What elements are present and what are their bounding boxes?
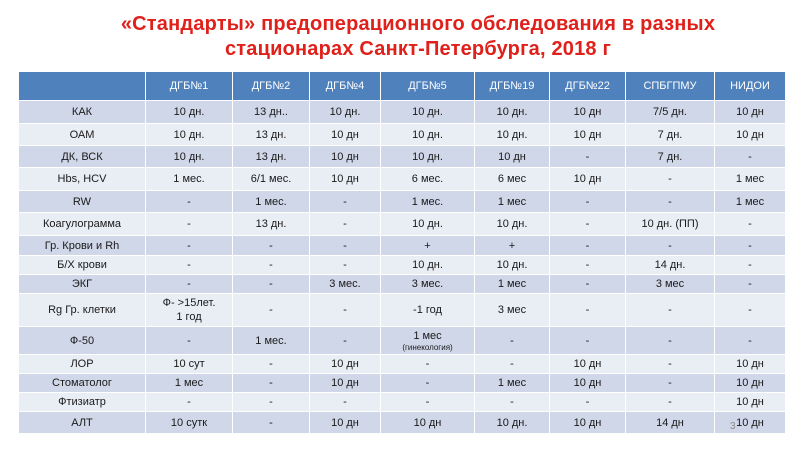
table-cell: 10 дн. [475,412,550,434]
cell-value: Ф- >15лет. [162,297,216,309]
table-row [19,236,786,256]
table-cell: 6 мес [475,168,550,191]
table-cell: 1 мес [715,191,786,213]
table-cell: 10 дн [310,168,381,191]
column-header [19,72,146,101]
table-cell: - [310,213,381,236]
table-cell: -1 год [381,294,475,327]
table-cell: 10 дн [550,412,626,434]
table-cell: - [233,355,310,374]
column-header: НИДОИ [715,72,786,101]
table-cell: - [146,275,233,294]
table-cell: - [626,168,715,191]
cell-value-line2: 1 год [176,311,202,323]
table-cell: 1 мес. [233,327,310,355]
table-cell: 10 дн [310,146,381,168]
table-cell: - [715,146,786,168]
slide-title [0,12,800,62]
table-row [19,256,786,275]
table-row [19,213,786,236]
table-cell: - [715,275,786,294]
table-cell: - [550,294,626,327]
table-cell [381,327,475,355]
table-cell: 13 дн.. [233,101,310,124]
cell-value: 1 мес [413,329,442,342]
table-cell: 3 мес. [381,275,475,294]
table-cell: - [626,191,715,213]
table-cell: - [310,393,381,412]
table-cell: 10 дн. [310,101,381,124]
table-cell: - [146,191,233,213]
table-cell: 10 дн. [475,101,550,124]
table-cell: - [310,256,381,275]
table-body [19,101,786,434]
table-cell: 6/1 мес. [233,168,310,191]
table-cell: - [146,256,233,275]
column-header: ДГБ№4 [310,72,381,101]
column-header: СПБГПМУ [626,72,715,101]
slide-title-line1: «Стандарты» предоперационного обследования в разных [120,13,716,35]
table-cell: - [715,294,786,327]
table-cell: 10 дн [715,101,786,124]
table-row [19,393,786,412]
table-cell: - [233,275,310,294]
table-cell: - [550,393,626,412]
table-cell: 7 дн. [626,124,715,146]
table-cell: 3 мес [626,275,715,294]
table-cell: 10 сут [146,355,233,374]
table-cell: - [626,236,715,256]
table-cell: - [310,327,381,355]
table-cell: - [146,236,233,256]
table-cell: 10 дн. [146,146,233,168]
table-cell: 1 мес [146,374,233,393]
table-cell: 10 дн. [146,101,233,124]
table-cell: 10 дн [550,101,626,124]
table-cell: - [626,374,715,393]
table-cell: - [550,275,626,294]
row-label: КАК [19,101,146,124]
table-cell: - [233,236,310,256]
table-cell: 10 дн [550,124,626,146]
table-cell: 1 мес [715,168,786,191]
table-row [19,101,786,124]
column-header: ДГБ№22 [550,72,626,101]
table-cell: 10 дн. [381,213,475,236]
table-cell: 10 дн [550,168,626,191]
row-label: Коагулограмма [19,213,146,236]
table-header-row [19,72,786,101]
table-cell: - [233,294,310,327]
table-cell: - [381,374,475,393]
table-cell: - [626,327,715,355]
table-cell: 10 дн. [475,256,550,275]
table-cell: 10 дн [310,355,381,374]
table-cell: 1 мес. [233,191,310,213]
table-cell: - [146,213,233,236]
table-cell: 1 мес [475,374,550,393]
table-cell: 13 дн. [233,124,310,146]
table-cell: 10 дн. [381,256,475,275]
column-header: ДГБ№5 [381,72,475,101]
table-cell: 10 дн [310,124,381,146]
table-cell: 10 дн. (ПП) [626,213,715,236]
table-cell: 10 сутк [146,412,233,434]
row-label: ЭКГ [19,275,146,294]
table-cell: - [626,355,715,374]
table-cell: 10 дн [550,374,626,393]
table-cell: 1 мес [475,191,550,213]
table-cell: 10 дн. [146,124,233,146]
table-row [19,275,786,294]
table-cell: 6 мес. [381,168,475,191]
table-cell: - [550,256,626,275]
table-cell: - [233,412,310,434]
table-cell: 1 мес. [381,191,475,213]
row-label: Ф-50 [19,327,146,355]
table-cell: - [475,355,550,374]
table-cell: - [715,327,786,355]
table-row [19,124,786,146]
table-row [19,146,786,168]
table-cell: 14 дн [626,412,715,434]
page-number: 3 [730,421,736,432]
table-cell: 3 мес [475,294,550,327]
table-cell: 13 дн. [233,146,310,168]
table-cell: 10 дн. [475,213,550,236]
table-row [19,355,786,374]
table-cell: 10 дн. [381,124,475,146]
table-cell: - [310,294,381,327]
table-cell: 10 дн. [381,146,475,168]
table-cell [146,294,233,327]
table-cell: - [550,327,626,355]
table-cell: 10 дн [475,146,550,168]
table-cell: - [550,213,626,236]
table-cell: 7/5 дн. [626,101,715,124]
table-cell: - [715,236,786,256]
table-cell: - [233,256,310,275]
table-cell: + [475,236,550,256]
table-cell: 1 мес. [146,168,233,191]
row-label: ОАМ [19,124,146,146]
table-cell: 10 дн [715,393,786,412]
table-cell: - [381,393,475,412]
row-label: Rg Гр. клетки [19,294,146,327]
table-cell: 10 дн [715,124,786,146]
table-cell: - [233,393,310,412]
row-label: Hbs, HCV [19,168,146,191]
table-cell: - [146,327,233,355]
table-cell: + [381,236,475,256]
table-cell: 3 мес. [310,275,381,294]
table-cell: 10 дн [381,412,475,434]
table-cell: - [381,355,475,374]
cell-note: (гинекология) [402,342,453,352]
table-cell: - [146,393,233,412]
table-row [19,327,786,355]
table-row [19,412,786,434]
row-label: ЛОР [19,355,146,374]
table-cell: 10 дн [715,355,786,374]
table-row [19,168,786,191]
standards-table [18,71,786,434]
table-cell: - [626,294,715,327]
table-cell: - [310,191,381,213]
table-cell: 10 дн [310,412,381,434]
column-header: ДГБ№1 [146,72,233,101]
row-label: RW [19,191,146,213]
column-header: ДГБ№2 [233,72,310,101]
row-label: Стоматолог [19,374,146,393]
column-header: ДГБ№19 [475,72,550,101]
row-label: Б/Х крови [19,256,146,275]
table-cell: 10 дн. [475,124,550,146]
table-row [19,374,786,393]
table-cell: - [310,236,381,256]
table-row [19,294,786,327]
table-cell: 10 дн. [381,101,475,124]
table-cell: 7 дн. [626,146,715,168]
table-cell: 10 дн [715,412,786,434]
table-cell: - [715,213,786,236]
row-label: ДК, ВСК [19,146,146,168]
table-cell: - [715,256,786,275]
table-cell: - [626,393,715,412]
table-cell: 10 дн [550,355,626,374]
table-cell: - [475,393,550,412]
table-cell: - [550,191,626,213]
row-label: Гр. Крови и Rh [19,236,146,256]
table-cell: - [233,374,310,393]
table-cell: 14 дн. [626,256,715,275]
row-label: Фтизиатр [19,393,146,412]
table-row [19,191,786,213]
table-cell: - [550,146,626,168]
table-cell: 10 дн [715,374,786,393]
slide-title-line2: стационарах Санкт-Петербурга, 2018 г [224,38,612,60]
table-cell: 10 дн [310,374,381,393]
table-cell: - [475,327,550,355]
table-cell: 1 мес [475,275,550,294]
table-cell: 13 дн. [233,213,310,236]
row-label: АЛТ [19,412,146,434]
table-cell: - [550,236,626,256]
